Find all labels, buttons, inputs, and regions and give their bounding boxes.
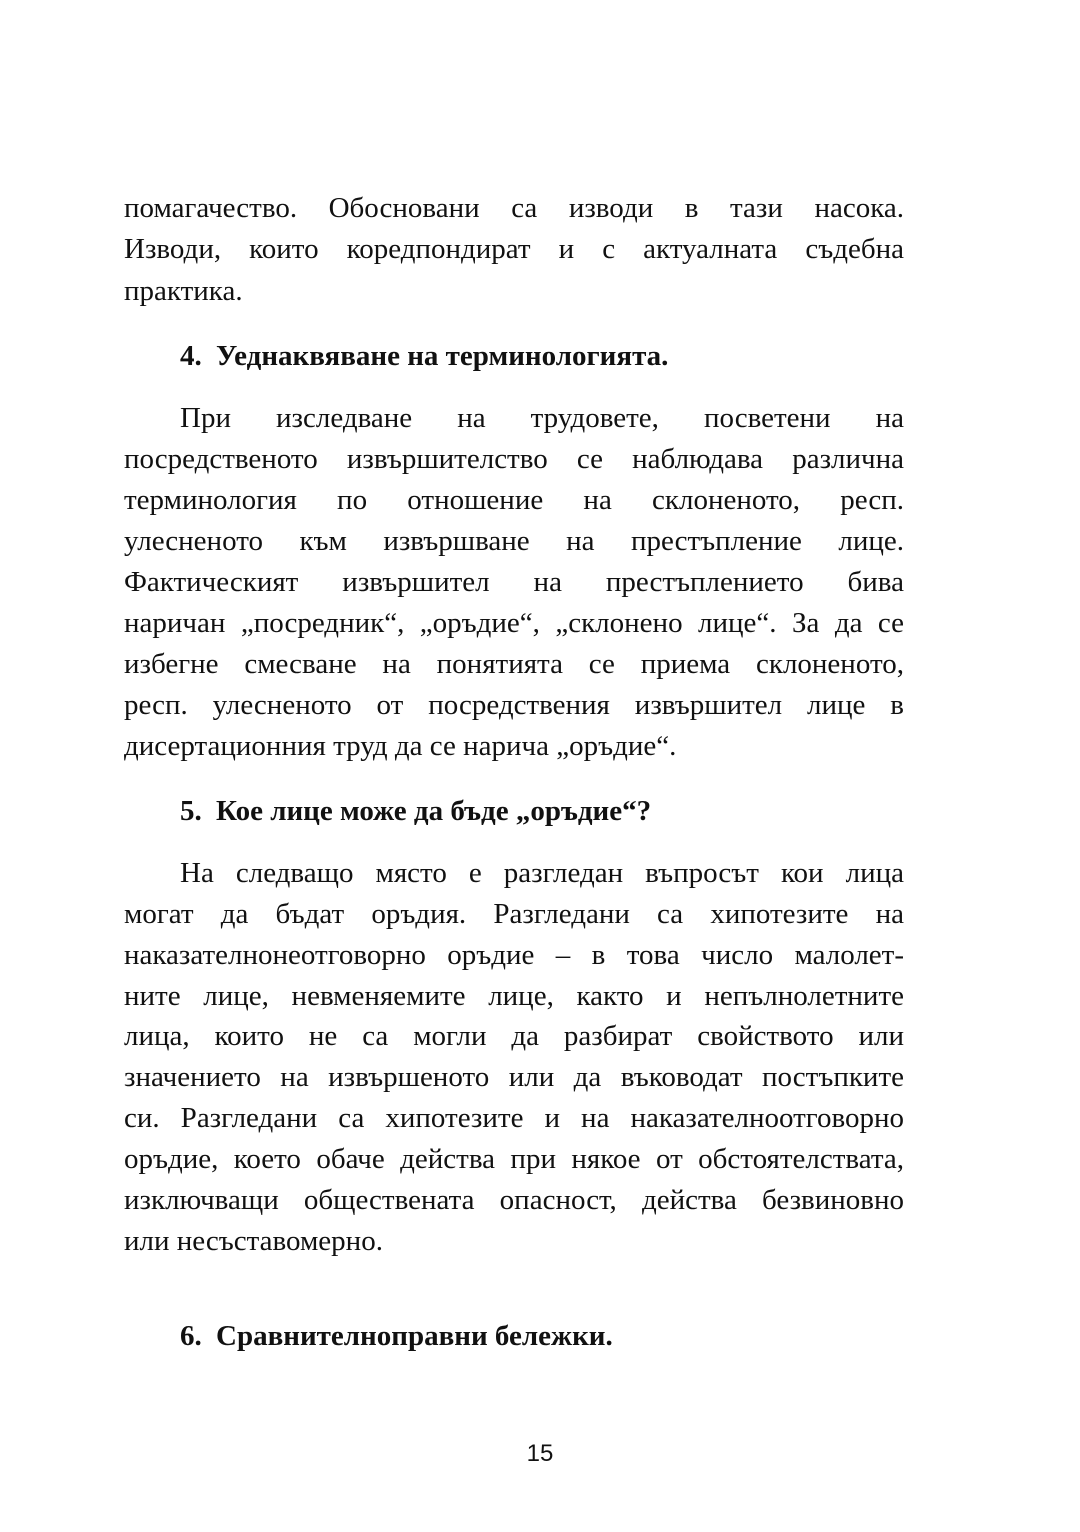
text-line: ните лице, невменяемите лице, както и непълнолетните <box>124 980 904 1012</box>
heading-number: 4. <box>180 340 202 372</box>
text-line: Фактическият извършител на престъплението бива <box>124 566 904 598</box>
text-line: помагачество. Обосновани са изводи в тази насока. <box>124 192 904 224</box>
text-line: улесненото към извършване на престъпление лице. <box>124 525 904 557</box>
section-heading-6 <box>180 1316 613 1357</box>
heading-number: 5. <box>180 795 202 827</box>
text-line: могат да бъдат оръдия. Разгледани са хипотезите на <box>124 898 904 930</box>
text-line: лица, които не са могли да разбират свойството или <box>124 1020 904 1052</box>
section-heading-5 <box>180 791 651 832</box>
text-line: оръдие, което обаче действа при някое от обстоятелствата, <box>124 1143 904 1175</box>
text-line: значението на извършеното или да въководат постъпките <box>124 1061 904 1093</box>
text-line: изключващи обществената опасност, действа безвиновно <box>124 1184 904 1216</box>
text-line: При изследване на трудовете, посветени на <box>180 402 904 434</box>
text-line: дисертационния труд да се нарича „оръдие“. <box>124 730 677 762</box>
text-line: терминология по отношение на склоненото, респ. <box>124 484 904 516</box>
heading-title: Сравнителноправни бележки. <box>216 1320 613 1352</box>
text-line: Изводи, които коредпондират и с актуалната съдебна <box>124 233 904 265</box>
text-line: респ. улесненото от посредствения извършител лице в <box>124 689 904 721</box>
heading-title: Кое лице може да бъде „оръдие“? <box>216 795 652 827</box>
page-number: 15 <box>526 1440 554 1467</box>
heading-number: 6. <box>180 1320 202 1352</box>
text-line: наричан „посредник“, „оръдие“, „склонено лице“. За да се <box>124 607 904 639</box>
heading-title: Уеднаквяване на терминологията. <box>216 340 669 372</box>
text-line: избегне смесване на понятията се приема склоненото, <box>124 648 904 680</box>
text-line: наказателнонеотговорно оръдие – в това число малолет- <box>124 939 904 971</box>
text-line: или несъставомерно. <box>124 1225 383 1257</box>
text-line: си. Разгледани са хипотезите и на наказателноотговорно <box>124 1102 904 1134</box>
text-line: На следващо място е разгледан въпросът кои лица <box>180 857 904 889</box>
text-line: практика. <box>124 275 243 307</box>
text-line: посредственото извършителство се наблюдава различна <box>124 443 904 475</box>
section-heading-4 <box>180 336 668 377</box>
